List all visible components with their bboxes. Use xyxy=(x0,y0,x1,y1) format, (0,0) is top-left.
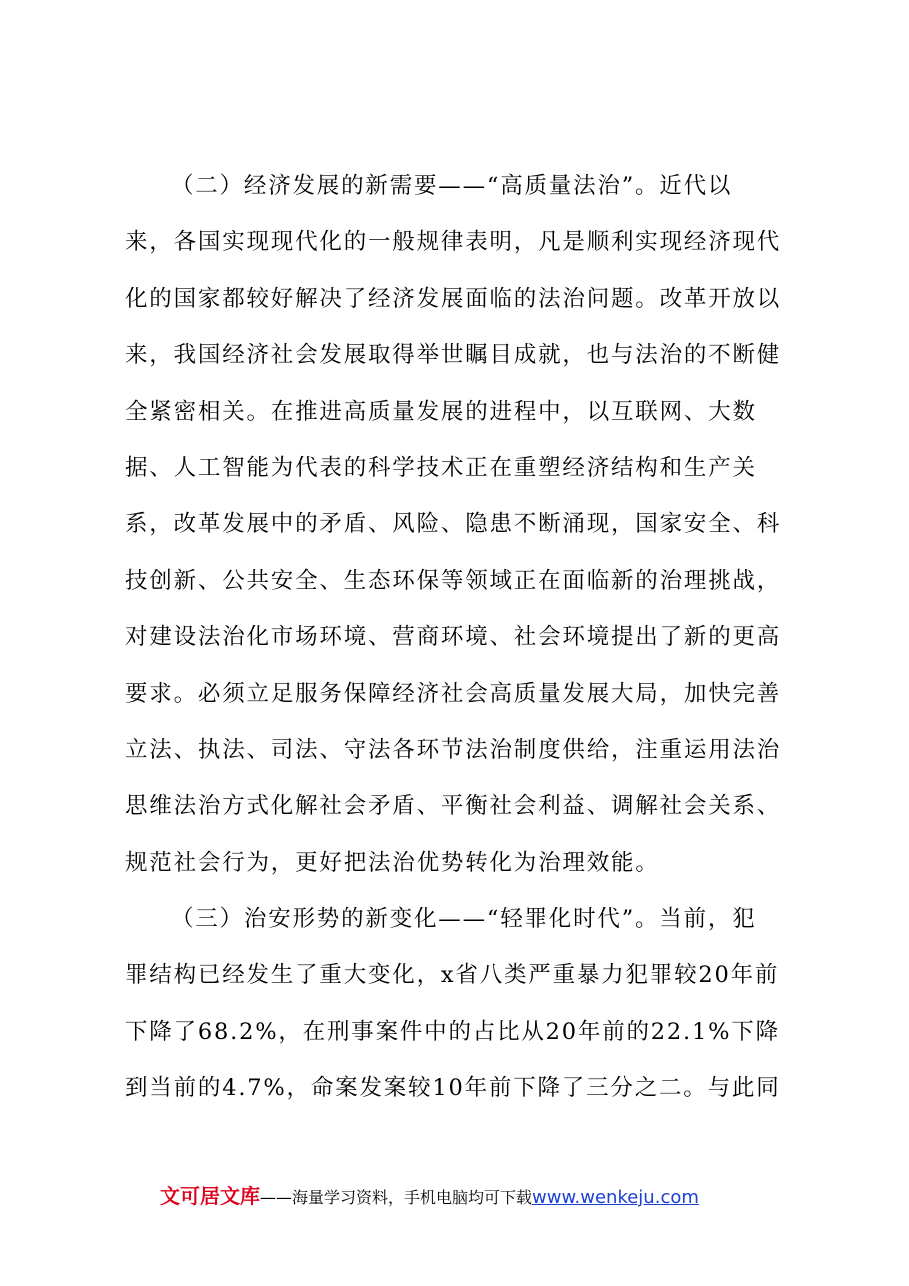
paragraph-3-line-1: （三）治安形势的新变化——“轻罪化时代”。当前，犯 xyxy=(171,906,757,933)
paragraph-3-line-2: 罪结构已经发生了重大变化，x省八类严重暴力犯罪较20年前 xyxy=(125,962,780,989)
paragraph-2-line-4: 来，我国经济社会发展取得举世瞩目成就，也与法治的不断健 xyxy=(125,342,782,369)
footer-slogan: ——海量学习资料，手机电脑均可下载 xyxy=(260,1188,533,1207)
paragraph-2-line-10: 要求。必须立足服务保障经济社会高质量发展大局，加快完善 xyxy=(125,680,782,707)
paragraph-2-line-7: 系，改革发展中的矛盾、风险、隐患不断涌现，国家安全、科 xyxy=(125,511,782,538)
footer-brand: 文可居文库 xyxy=(160,1184,260,1208)
paragraph-2-line-1: （二）经济发展的新需要——“高质量法治”。近代以 xyxy=(171,173,733,199)
paragraph-3-line-3: 下降了68.2%，在刑事案件中的占比从20年前的22.1%下降 xyxy=(125,1018,780,1045)
paragraph-2-line-9: 对建设法治化市场环境、营商环境、社会环境提出了新的更高 xyxy=(125,624,782,651)
footer-banner xyxy=(160,1180,699,1212)
paragraph-2-line-13: 规范社会行为，更好把法治优势转化为治理效能。 xyxy=(125,849,660,876)
paragraph-2-line-12: 思维法治方式化解社会矛盾、平衡社会利益、调解社会关系、 xyxy=(125,793,782,820)
paragraph-3-line-4: 到当前的4.7%，命案发案较10年前下降了三分之二。与此同 xyxy=(125,1075,781,1102)
paragraph-2-line-6: 据、人工智能为代表的科学技术正在重塑经济结构和生产关 xyxy=(125,454,757,481)
paragraph-2-line-2: 来，各国实现现代化的一般规律表明，凡是顺利实现经济现代 xyxy=(125,229,782,256)
paragraph-2-line-5: 全紧密相关。在推进高质量发展的进程中，以互联网、大数 xyxy=(125,398,757,425)
paragraph-2-line-11: 立法、执法、司法、守法各环节法治制度供给，注重运用法治 xyxy=(125,736,782,763)
paragraph-2-line-8: 技创新、公共安全、生态环保等领域正在面临新的治理挑战， xyxy=(125,567,782,594)
body-text xyxy=(125,158,785,1117)
footer-url-link[interactable]: www.wenkeju.com xyxy=(532,1187,699,1208)
paragraph-2-line-3: 化的国家都较好解决了经济发展面临的法治问题。改革开放以 xyxy=(125,285,782,312)
